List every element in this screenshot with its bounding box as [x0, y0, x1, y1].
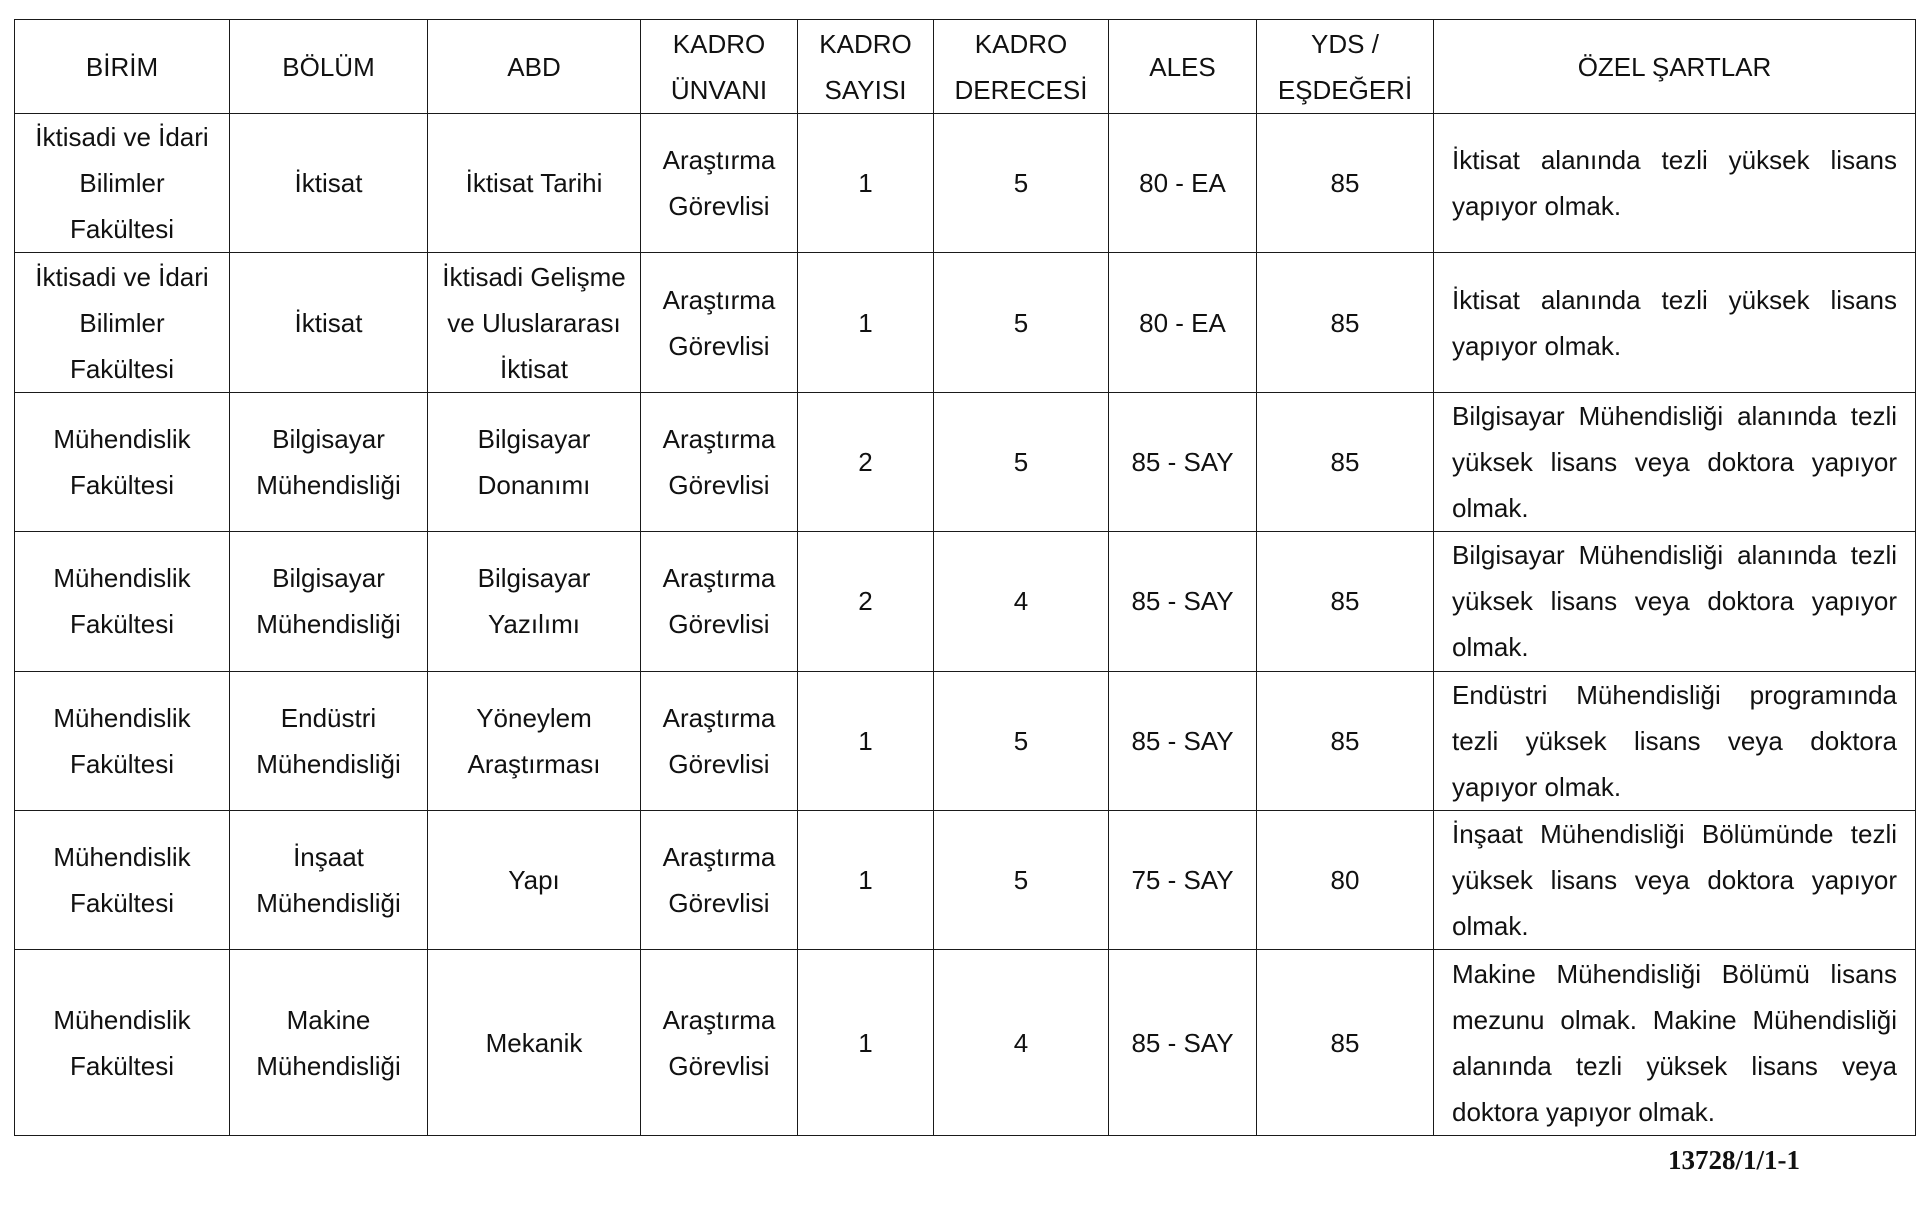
- cell-kadro-derecesi: 5: [934, 253, 1109, 392]
- table-row: [15, 392, 1916, 531]
- cell-abd: İktisadi Gelişme ve Uluslararası İktisat: [428, 253, 641, 392]
- cell-kadro-sayisi: 1: [798, 671, 934, 810]
- cell-kadro-sayisi: 1: [798, 114, 934, 253]
- header-kadro-unvani: KADRO ÜNVANI: [641, 20, 798, 114]
- cell-kadro-sayisi: 2: [798, 392, 934, 531]
- cell-ales: 85 - SAY: [1109, 950, 1257, 1136]
- cell-kadro-unvani: Araştırma Görevlisi: [641, 950, 798, 1136]
- cell-yds: 85: [1257, 392, 1434, 531]
- cell-ozel-sartlar: Bilgisayar Mühendisliği alanında tezli yüksek lisans veya doktora yapıyor olmak.: [1434, 392, 1916, 531]
- cell-kadro-derecesi: 4: [934, 950, 1109, 1136]
- cell-bolum: Makine Mühendisliği: [230, 950, 428, 1136]
- cell-birim: İktisadi ve İdari Bilimler Fakültesi: [15, 114, 230, 253]
- header-birim: BİRİM: [15, 20, 230, 114]
- kadro-table: [14, 19, 1916, 1136]
- header-ozel-sartlar: ÖZEL ŞARTLAR: [1434, 20, 1916, 114]
- cell-abd: İktisat Tarihi: [428, 114, 641, 253]
- table-row: [15, 671, 1916, 810]
- document-code: 13728/1/1-1: [1668, 1145, 1800, 1175]
- cell-ales: 75 - SAY: [1109, 811, 1257, 950]
- table-row: [15, 950, 1916, 1136]
- cell-ales: 80 - EA: [1109, 114, 1257, 253]
- cell-yds: 80: [1257, 811, 1434, 950]
- cell-ozel-sartlar: Endüstri Mühendisliği programında tezli yüksek lisans veya doktora yapıyor olmak.: [1434, 671, 1916, 810]
- cell-ozel-sartlar: Bilgisayar Mühendisliği alanında tezli yüksek lisans veya doktora yapıyor olmak.: [1434, 532, 1916, 671]
- cell-kadro-unvani: Araştırma Görevlisi: [641, 532, 798, 671]
- cell-ozel-sartlar: Makine Mühendisliği Bölümü lisans mezunu olmak. Makine Mühendisliği alanında tezli yüksek lisans veya doktora yapıyor olmak.: [1434, 950, 1916, 1136]
- cell-ales: 85 - SAY: [1109, 392, 1257, 531]
- cell-kadro-sayisi: 2: [798, 532, 934, 671]
- cell-kadro-sayisi: 1: [798, 253, 934, 392]
- cell-kadro-unvani: Araştırma Görevlisi: [641, 671, 798, 810]
- cell-bolum: İktisat: [230, 114, 428, 253]
- cell-birim: Mühendislik Fakültesi: [15, 671, 230, 810]
- cell-abd: Bilgisayar Donanımı: [428, 392, 641, 531]
- cell-kadro-derecesi: 4: [934, 532, 1109, 671]
- header-bolum: BÖLÜM: [230, 20, 428, 114]
- cell-birim: İktisadi ve İdari Bilimler Fakültesi: [15, 253, 230, 392]
- table-row: [15, 253, 1916, 392]
- header-row: [15, 20, 1916, 114]
- cell-ales: 85 - SAY: [1109, 671, 1257, 810]
- cell-ales: 80 - EA: [1109, 253, 1257, 392]
- header-ales: ALES: [1109, 20, 1257, 114]
- cell-kadro-unvani: Araştırma Görevlisi: [641, 392, 798, 531]
- cell-kadro-sayisi: 1: [798, 950, 934, 1136]
- cell-birim: Mühendislik Fakültesi: [15, 811, 230, 950]
- cell-kadro-derecesi: 5: [934, 392, 1109, 531]
- cell-bolum: İnşaat Mühendisliği: [230, 811, 428, 950]
- cell-birim: Mühendislik Fakültesi: [15, 950, 230, 1136]
- cell-abd: Yöneylem Araştırması: [428, 671, 641, 810]
- cell-kadro-derecesi: 5: [934, 671, 1109, 810]
- cell-bolum: Bilgisayar Mühendisliği: [230, 532, 428, 671]
- cell-bolum: Bilgisayar Mühendisliği: [230, 392, 428, 531]
- cell-kadro-derecesi: 5: [934, 114, 1109, 253]
- table-header: [15, 20, 1916, 114]
- header-kadro-sayisi: KADRO SAYISI: [798, 20, 934, 114]
- header-yds: YDS / EŞDEĞERİ: [1257, 20, 1434, 114]
- cell-kadro-sayisi: 1: [798, 811, 934, 950]
- cell-abd: Mekanik: [428, 950, 641, 1136]
- cell-bolum: İktisat: [230, 253, 428, 392]
- cell-abd: Bilgisayar Yazılımı: [428, 532, 641, 671]
- cell-bolum: Endüstri Mühendisliği: [230, 671, 428, 810]
- cell-yds: 85: [1257, 253, 1434, 392]
- table-row: [15, 811, 1916, 950]
- header-kadro-derecesi: KADRO DERECESİ: [934, 20, 1109, 114]
- cell-ozel-sartlar: İktisat alanında tezli yüksek lisans yapıyor olmak.: [1434, 253, 1916, 392]
- cell-yds: 85: [1257, 114, 1434, 253]
- cell-birim: Mühendislik Fakültesi: [15, 532, 230, 671]
- cell-yds: 85: [1257, 950, 1434, 1136]
- table-row: [15, 114, 1916, 253]
- cell-ozel-sartlar: İnşaat Mühendisliği Bölümünde tezli yüksek lisans veya doktora yapıyor olmak.: [1434, 811, 1916, 950]
- cell-ales: 85 - SAY: [1109, 532, 1257, 671]
- cell-abd: Yapı: [428, 811, 641, 950]
- cell-kadro-unvani: Araştırma Görevlisi: [641, 114, 798, 253]
- cell-yds: 85: [1257, 671, 1434, 810]
- table-row: [15, 532, 1916, 671]
- header-abd: ABD: [428, 20, 641, 114]
- cell-yds: 85: [1257, 532, 1434, 671]
- cell-kadro-unvani: Araştırma Görevlisi: [641, 253, 798, 392]
- table-body: [15, 114, 1916, 1136]
- cell-ozel-sartlar: İktisat alanında tezli yüksek lisans yapıyor olmak.: [1434, 114, 1916, 253]
- cell-kadro-unvani: Araştırma Görevlisi: [641, 811, 798, 950]
- cell-kadro-derecesi: 5: [934, 811, 1109, 950]
- cell-birim: Mühendislik Fakültesi: [15, 392, 230, 531]
